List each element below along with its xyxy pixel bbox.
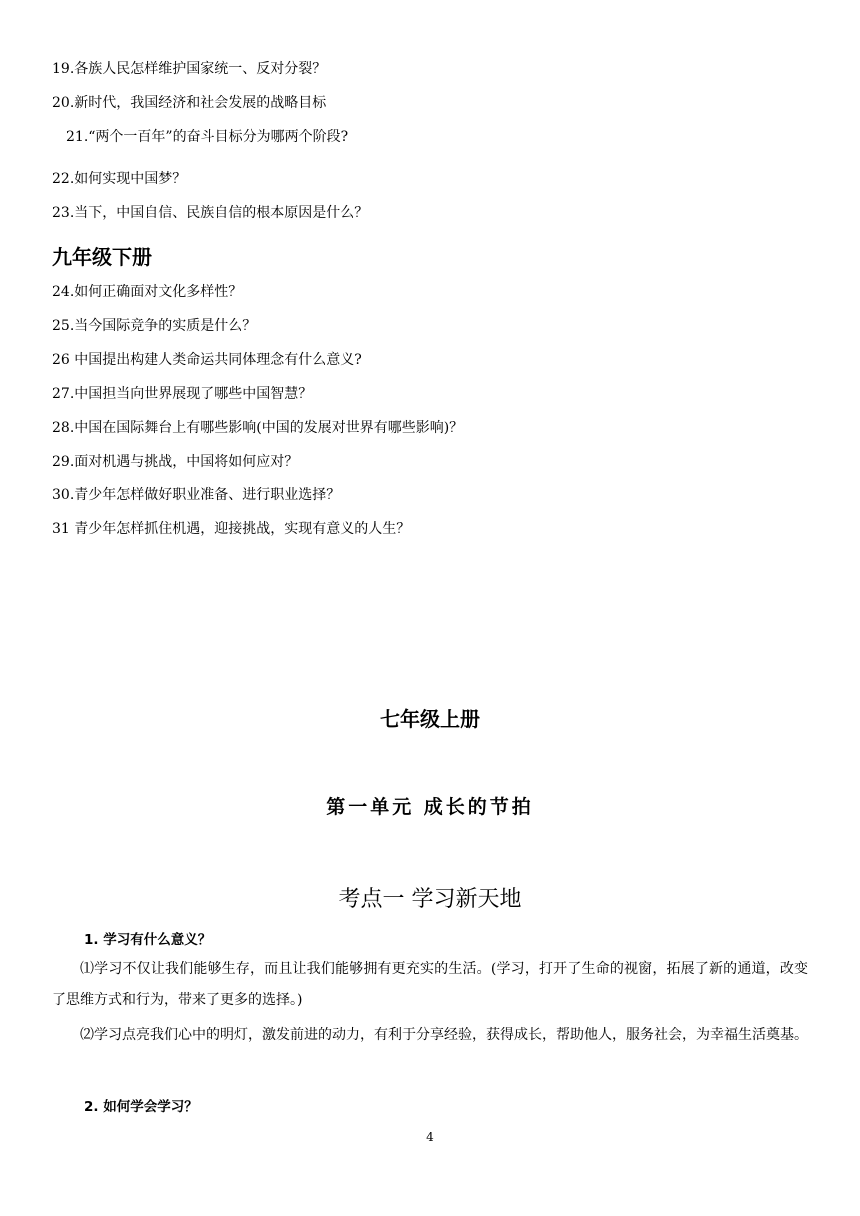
question-30: 30.青少年怎样做好职业准备、进行职业选择？ — [52, 487, 341, 503]
question-25: 25.当今国际竞争的实质是什么？ — [52, 318, 257, 334]
question-23: 23.当下，中国自信、民族自信的根本原因是什么？ — [52, 205, 369, 221]
section-heading: 九年级下册 — [52, 245, 152, 269]
question-21: 21.“两个一百年”的奋斗目标分为哪两个阶段? — [66, 129, 349, 145]
unit-title: 第一单元 成长的节拍 — [326, 796, 534, 818]
question-26: 26 中国提出构建人类命运共同体理念有什么意义? — [52, 352, 362, 368]
q1-paragraph-2: ⑵学习点亮我们心中的明灯，激发前进的动力，有利于分享经验，获得成长，帮助他人，服务社会，为幸福生活奠基。 — [80, 1027, 808, 1043]
question-28: 28.中国在国际舞台上有哪些影响(中国的发展对世界有哪些影响)？ — [52, 420, 464, 436]
point-title: 考点一 学习新天地 — [338, 887, 522, 912]
question-20: 20.新时代，我国经济和社会发展的战略目标 — [52, 95, 327, 111]
q1-paragraph-1: ⑴学习不仅让我们能够生存，而且让我们能够拥有更充实的生活。(学习，打开了生命的视窗，拓展了新的通道，改变了思维方式和行为，带来了更多的选择。) — [52, 961, 808, 1008]
question-24: 24.如何正确面对文化多样性？ — [52, 284, 243, 300]
question-22: 22.如何实现中国梦？ — [52, 171, 187, 187]
q1-title: 1. 学习有什么意义？ — [84, 932, 212, 948]
page-number: 4 — [426, 1130, 434, 1144]
question-29: 29.面对机遇与挑战，中国将如何应对？ — [52, 454, 299, 470]
q2-title: 2. 如何学会学习？ — [84, 1099, 198, 1115]
question-27: 27.中国担当向世界展现了哪些中国智慧？ — [52, 386, 313, 402]
grade-title: 七年级上册 — [380, 707, 480, 731]
question-31: 31 青少年怎样抓住机遇，迎接挑战，实现有意义的人生？ — [52, 521, 411, 537]
question-19: 19.各族人民怎样维护国家统一、反对分裂？ — [52, 61, 327, 77]
